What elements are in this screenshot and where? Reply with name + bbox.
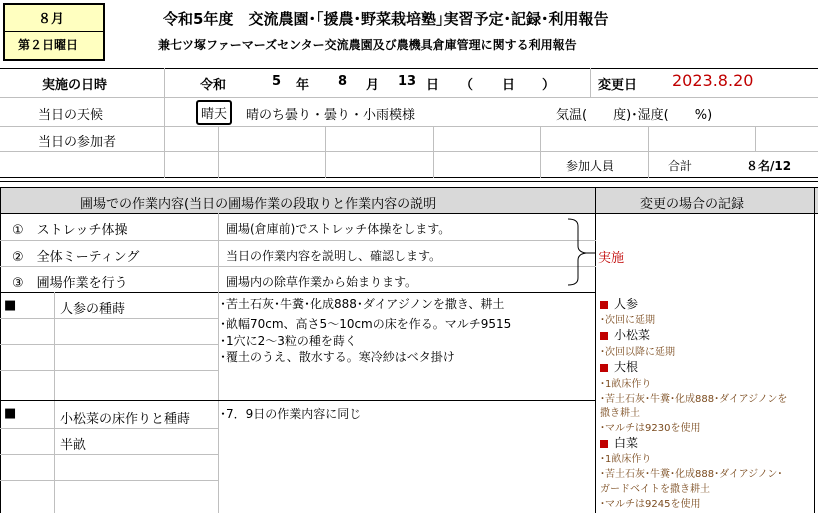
info-top-border [0,68,818,69]
record-4-note-2: ･苦土石灰･牛糞･化成888･ダイアジノン･ [600,469,783,480]
record-3-note-4: ･マルチは9230を使用 [600,423,701,434]
date-weekday: 日 [502,78,516,93]
date-month-unit: 月 [366,78,380,93]
weather-options: 晴のち曇り・曇り・小雨模様 [246,108,416,123]
change-date-label: 変更日 [598,78,638,93]
weather-label: 当日の天候 [38,108,104,123]
record-marker-icon [600,332,608,340]
date-paren-close: ） [542,78,556,93]
page-title: 令和5年度 交流農園･｢援農･野菜栽培塾｣実習予定･記録･利用報告 [163,10,609,28]
weather-selected[interactable]: 晴天 [196,100,232,125]
task-1-marker: ■ [4,298,17,313]
date-year-unit: 年 [296,78,310,93]
step-1-desc: 圃場(倉庫前)でストレッチ体操をします。 [226,222,451,236]
record-marker-icon [600,440,608,448]
task-1-line-3: ･1穴に2～3粒の種を蒔く [220,334,357,348]
date-day: 13 [398,74,417,89]
participants-label: 当日の参加者 [38,135,117,150]
record-4-note-3: ガードベイトを撒き耕土 [600,484,710,495]
task-1-name: 人参の種蒔 [60,302,126,317]
date-label: 実施の日時 [42,78,108,93]
task-2-name: 小松菜の床作りと種蒔 [60,412,191,427]
task-1-line-4: ･覆土のうえ、散水する。寒冷紗はベタ掛け [220,350,455,364]
step-2-desc: 当日の作業内容を説明し、確認します。 [226,249,442,263]
task-2-line-1: ･7．9日の作業内容に同じ [220,407,362,421]
record-3-note-3: 撒き耕土 [600,408,640,419]
record-3-crop: 大根 [600,358,638,375]
step-2-title: ② 全体ミーティング [12,250,140,265]
change-date-value: 2023.8.20 [672,71,754,90]
record-1-note-1: ･次回に延期 [600,315,655,326]
record-4-note-4: ･マルチは9245を使用 [600,499,701,510]
participants-count-label: 参加人員 [566,159,615,173]
step-3-desc: 圃場内の除草作業から始まります。 [226,275,418,289]
record-marker-icon [600,301,608,309]
work-header: 圃場での作業内容(当日の圃場作業の段取りと作業内容の説明 [80,197,437,212]
total-value: ８名/12 [746,159,792,173]
temp-humidity: 気温( 度)･湿度( %) [556,108,713,123]
date-month: 8 [338,74,348,89]
task-2-marker: ■ [4,406,17,421]
record-2-crop: 小松菜 [600,326,650,343]
task-1-line-1: ･苦土石灰･牛糞･化成888･ダイアジノンを撒き、耕土 [220,297,505,311]
record-3-note-1: ･1畝床作り [600,379,652,390]
record-2-note-1: ･次回以降に延期 [600,347,675,358]
date-paren-open: （ [460,78,474,93]
total-label: 合計 [668,159,693,173]
date-day-unit: 日 [426,78,440,93]
change-header: 変更の場合の記録 [640,197,745,212]
task-2-name2: 半畝 [60,438,87,453]
record-1-crop: 人参 [600,295,638,312]
week-label: 第２日曜日 [18,38,79,52]
record-3-note-2: ･苦土石灰･牛糞･化成888･ダイアジノンを [600,394,788,405]
record-marker-icon [600,364,608,372]
date-era: 令和 [200,78,227,93]
record-4-note-1: ･1畝床作り [600,454,652,465]
record-4-crop: 白菜 [600,434,638,451]
step-1-title: ① ストレッチ体操 [12,223,128,238]
date-year: 5 [272,74,282,89]
page-subtitle: 兼七ツ塚ファーマーズセンター交流農園及び農機具倉庫管理に関する利用報告 [158,38,577,52]
task-1-line-2: ･畝幅70cm、高さ5～10cmの床を作る。マルチ9515 [220,317,512,331]
month-label: ８月 [38,12,65,27]
step-3-title: ③ 圃場作業を行う [12,276,128,291]
step-status: 実施 [598,251,625,266]
steps-brace [566,216,596,288]
